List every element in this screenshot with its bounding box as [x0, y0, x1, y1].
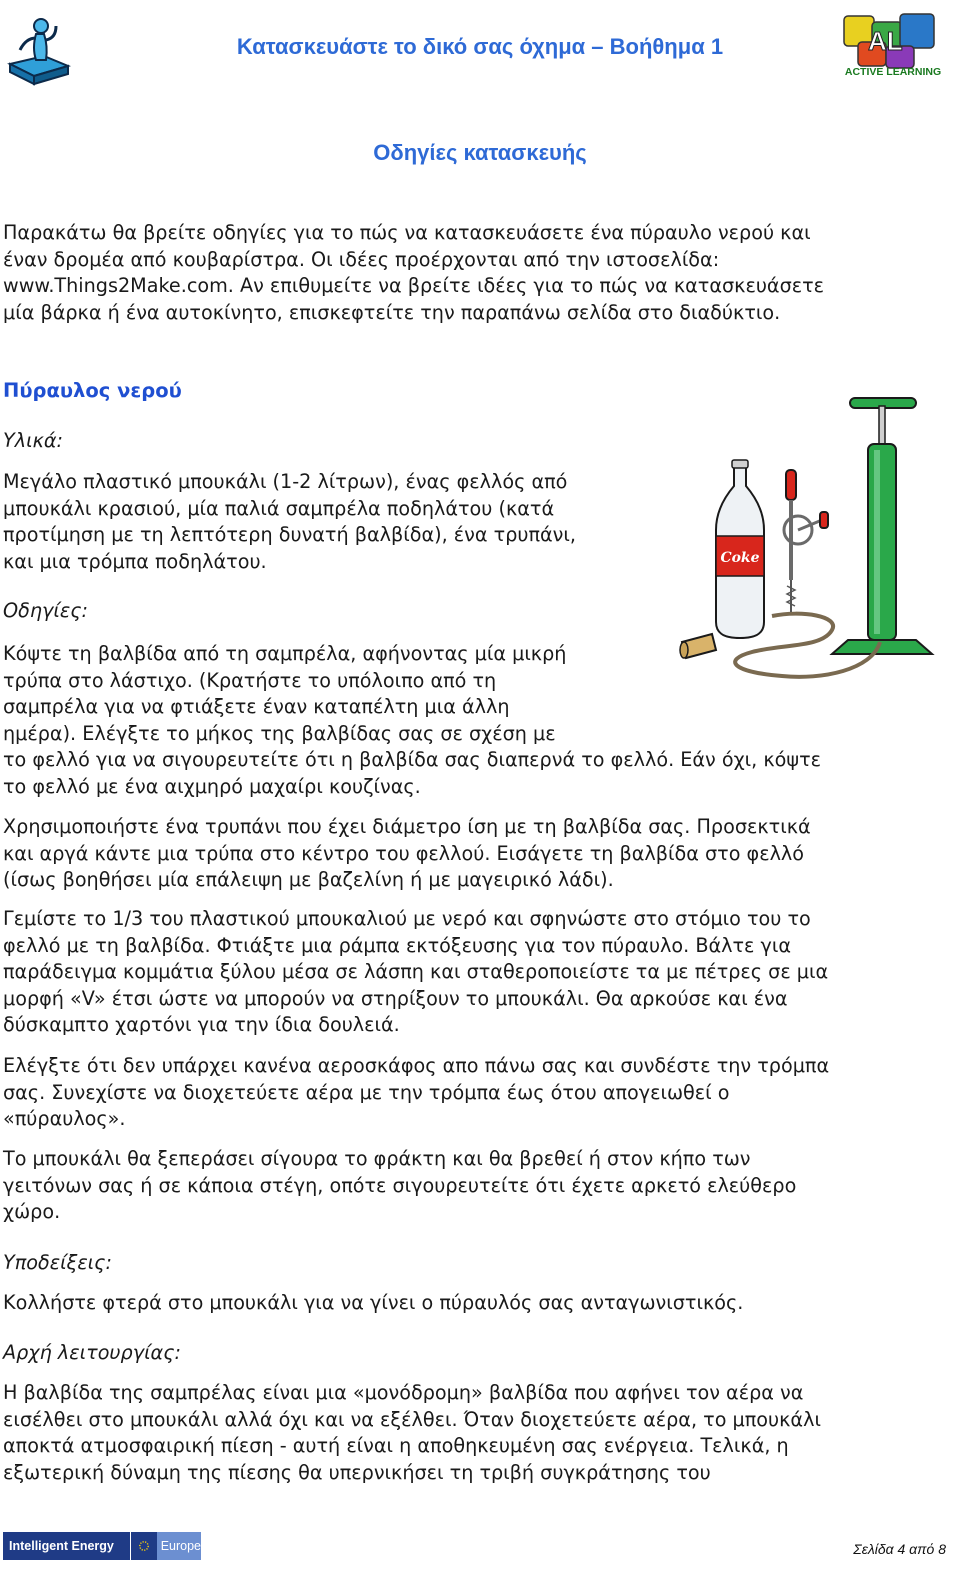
- hand-drill: [784, 470, 828, 612]
- rocket-materials-illustration: [672, 390, 942, 690]
- instruction-line: Κόψτε τη βαλβίδα από τη σαμπρέλα, αφήνοντας μία μικρή: [3, 642, 567, 665]
- instruction-line: χώρο.: [3, 1200, 61, 1224]
- instructions-label: Οδηγίες:: [3, 599, 88, 622]
- intro-paragraph: [3, 220, 824, 326]
- instructions-paragraph-2: [3, 814, 811, 894]
- instructions-paragraph-3: [3, 906, 828, 1039]
- bottle-pump-illustration: [672, 390, 942, 690]
- intelligent-energy-europe-logo: [3, 1532, 201, 1560]
- instruction-line: παράδειγμα κομμάτια ξύλου μέσα σε λάσπη και σταθεροποιείστε τα με πέτρες σε μια: [3, 960, 829, 984]
- principle-label: Αρχή λειτουργίας:: [3, 1341, 181, 1364]
- intro-line: www.Things2Make.com. Αν επιθυμείτε να βρείτε ιδέες για το πώς να κατασκευάσετε: [3, 274, 825, 298]
- tip-line: Κολλήστε φτερά στο μπουκάλι για να γίνει ο πύραυλός σας ανταγωνιστικός.: [3, 1291, 744, 1314]
- materials-paragraph: [3, 469, 576, 575]
- instruction-line: δύσκαμπτο χαρτόνι για την ίδια δουλειά.: [3, 1013, 400, 1037]
- active-learning-text: ACTIVE LEARNING: [844, 66, 942, 78]
- ie-logo-right-text: Europe: [157, 1532, 201, 1560]
- instruction-line: σας. Συνεχίστε να διοχετεύετε αέρα με την τρόμπα έως ότου απογειωθεί ο: [3, 1080, 730, 1104]
- instruction-line: «πύραυλος».: [3, 1107, 126, 1131]
- tips-paragraph: [3, 1290, 743, 1317]
- instruction-line: Χρησιμοποιήστε ένα τρυπάνι που έχει διάμετρο ίση με τη βαλβίδα σας. Προσεκτικά: [3, 815, 811, 838]
- page-header-title: Κατασκευάστε το δικό σας όχημα – Βοήθημα 1: [236, 34, 724, 59]
- instruction-line: μορφή «V» έτσι ώστε να μπορούν να στηρίξουν το μπουκάλι. Θα αρκούσε και ένα: [3, 986, 788, 1010]
- tips-label: Υποδείξεις:: [3, 1251, 112, 1274]
- instruction-line: Ελέγξτε ότι δεν υπάρχει κανένα αεροσκάφος απο πάνω σας και συνδέστε την τρόμπα: [3, 1054, 830, 1077]
- active-learning-letters: AL: [868, 26, 903, 56]
- page-number: Σελίδα 4 από 8: [853, 1541, 946, 1557]
- instruction-line: γειτόνων σας ή σε κάποια στέγη, οπότε σιγουρευτείτε ότι έχετε αρκετό ελεύθερο: [3, 1173, 797, 1197]
- materials-line: και μια τρόμπα ποδηλάτου.: [3, 549, 267, 573]
- principle-line: αποκτά ατμοσφαιρική πίεση - αυτή είναι η αποθηκευμένη σας ενέργεια. Τελικά, η: [3, 1434, 789, 1458]
- instruction-line: Το μπουκάλι θα ξεπεράσει σίγουρα το φράκτη και θα βρεθεί ή στον κήπο των: [3, 1147, 751, 1170]
- bottle-label-text: Coke: [720, 550, 760, 566]
- materials-label: Υλικά:: [3, 429, 63, 452]
- rocket-heading: Πύραυλος νερού: [3, 379, 182, 402]
- instructions-paragraph-4: [3, 1053, 829, 1133]
- instruction-line: φελλό με τη βαλβίδα. Φτιάξτε μια ράμπα εκτόξευσης για τον πύραυλο. Βάλτε για: [3, 933, 792, 957]
- instruction-line: σαμπρέλα για να φτιάξετε έναν καταπέλτη μια άλλη: [3, 695, 510, 719]
- instruction-line: και αργά κάντε μια τρύπα στο κέντρο του φελλού. Εισάγετε τη βαλβίδα στο φελλό: [3, 841, 805, 865]
- instruction-line: ημέρα). Ελέγξτε το μήκος της βαλβίδας σας σε σχέση με: [3, 721, 556, 745]
- instruction-line: (ίσως βοηθήσει μία επάλειψη με βαζελίνη ή με μαγειρικό λάδι).: [3, 868, 614, 892]
- section-title: Οδηγίες κατασκευής: [373, 140, 587, 165]
- principle-line: εισέλθει στο μπουκάλι αλλά όχι και να εξέλθει. Όταν διοχετεύετε αέρα, το μπουκάλι: [3, 1407, 821, 1431]
- instruction-line: Γεμίστε το 1/3 του πλαστικού μπουκαλιού με νερό και σφηνώστε στο στόμιο του το: [3, 907, 811, 930]
- materials-line: Μεγάλο πλαστικό μπουκάλι (1-2 λίτρων), ένας φελλός από: [3, 470, 568, 493]
- eu-flag-icon: [130, 1532, 156, 1560]
- instruction-line: το φελλό με ένα αιχμηρό μαχαίρι κουζίνας.: [3, 774, 421, 798]
- intro-line: μία βάρκα ή ένα αυτοκίνητο, επισκεφτείτε την παραπάνω σελίδα στο διαδύκτιο.: [3, 300, 781, 324]
- ie-logo-left-text: Intelligent Energy: [3, 1532, 130, 1560]
- principle-line: Η βαλβίδα της σαμπρέλας είναι μια «μονόδρομη» βαλβίδα που αφήνει τον αέρα να: [3, 1381, 804, 1404]
- principle-line: εξωτερική δύναμη της πίεσης θα υπερνικήσει τη τριβή συγκράτησης του: [3, 1460, 711, 1484]
- wine-cork: [680, 634, 716, 658]
- instructions-paragraph-5: [3, 1146, 796, 1226]
- materials-line: προτίμηση με τη λεπτότερη δυνατή βαλβίδα), ένα τρυπάνι,: [3, 523, 576, 547]
- pump-barrel: [868, 444, 896, 640]
- materials-line: μπουκάλι κρασιού, μία παλιά σαμπρέλα ποδηλάτου (κατά: [3, 496, 555, 520]
- active-learning-logo: [838, 12, 946, 82]
- instruction-line: τρύπα στο λάστιχο. (Κρατήστε το υπόλοιπο από τη: [3, 668, 497, 692]
- instruction-line: το φελλό για να σιγουρευτείτε ότι η βαλβίδα σας διαπερνά το φελλό. Εάν όχι, κόψτε: [3, 748, 821, 772]
- intro-line: έναν δρομέα από κουβαρίστρα. Οι ιδέες προέρχονται από την ιστοσελίδα:: [3, 247, 720, 271]
- intro-line: Παρακάτω θα βρείτε οδηγίες για το πώς να κατασκευάσετε ένα πύραυλο νερού και: [3, 221, 811, 244]
- principle-paragraph: [3, 1380, 821, 1486]
